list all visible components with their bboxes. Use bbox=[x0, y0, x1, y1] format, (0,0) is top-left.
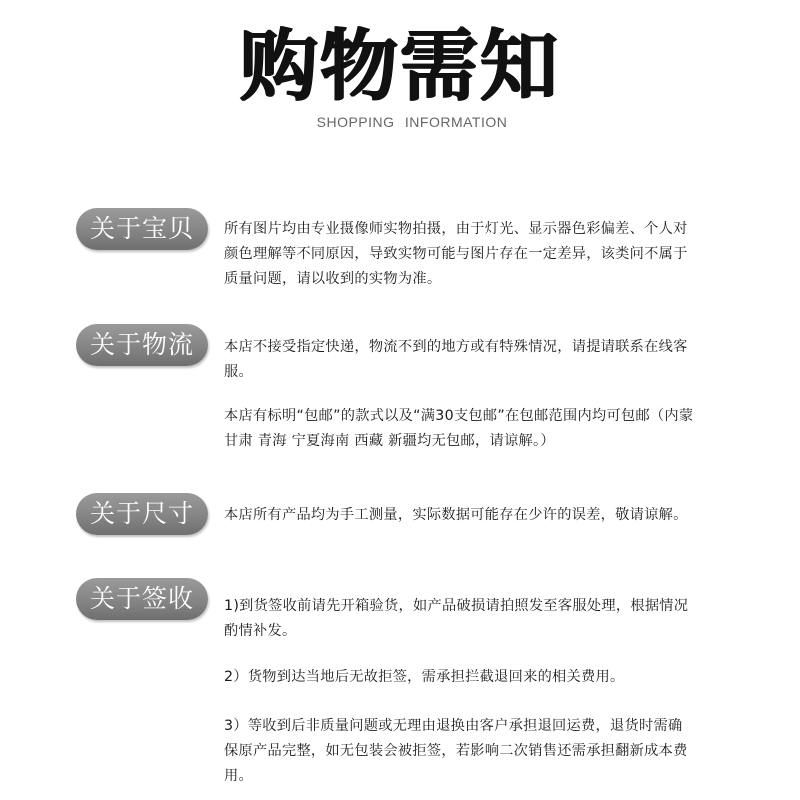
section-badge-baobei: 关于宝贝 bbox=[76, 208, 208, 250]
section-qianshou-text-2: 2）货物到达当地后无故拒签，需承担拦截退回来的相关费用。 bbox=[224, 669, 625, 685]
section-wuliu-text-1: 本店不接受指定快递，物流不到的地方或有特殊情况，请提请联系在线客服。 bbox=[224, 339, 688, 380]
section-baobei-text-1: 所有图片均由专业摄像师实物拍摄，由于灯光、显示器色彩偏差、个人对颜色理解等不同原因，导致实物可能与图片存在一定差异，该类问不属于质量问题，请以收到的实物为准。 bbox=[224, 221, 688, 287]
section-chicun-text-1: 本店所有产品均为手工测量，实际数据可能存在少许的误差，敬请谅解。 bbox=[224, 507, 688, 523]
section-badge-chicun: 关于尺寸 bbox=[76, 493, 208, 535]
section-qianshou-text-3: 3）等收到后非质量问题或无理由退换由客户承担退回运费，退货时需确保原产品完整，如无包装会被拒签，若影响二次销售还需承担翻新成本费用。 bbox=[224, 718, 688, 784]
section-badge-wuliu: 关于物流 bbox=[76, 324, 208, 366]
page-title: 购物需知 bbox=[239, 22, 560, 112]
section-wuliu-text-2: 本店有标明“包邮”的款式以及“满30支包邮”在包邮范围内均可包邮（内蒙 甘肃 青海 宁夏海南 西藏 新疆均无包邮，请谅解。） bbox=[224, 408, 694, 449]
section-badge-qianshou: 关于签收 bbox=[76, 578, 208, 620]
section-qianshou-text-1: 1)到货签收前请先开箱验货，如产品破损请拍照发至客服处理，根据情况酌情补发。 bbox=[224, 598, 689, 639]
page-subtitle: SHOPPING INFORMATION bbox=[316, 114, 508, 130]
